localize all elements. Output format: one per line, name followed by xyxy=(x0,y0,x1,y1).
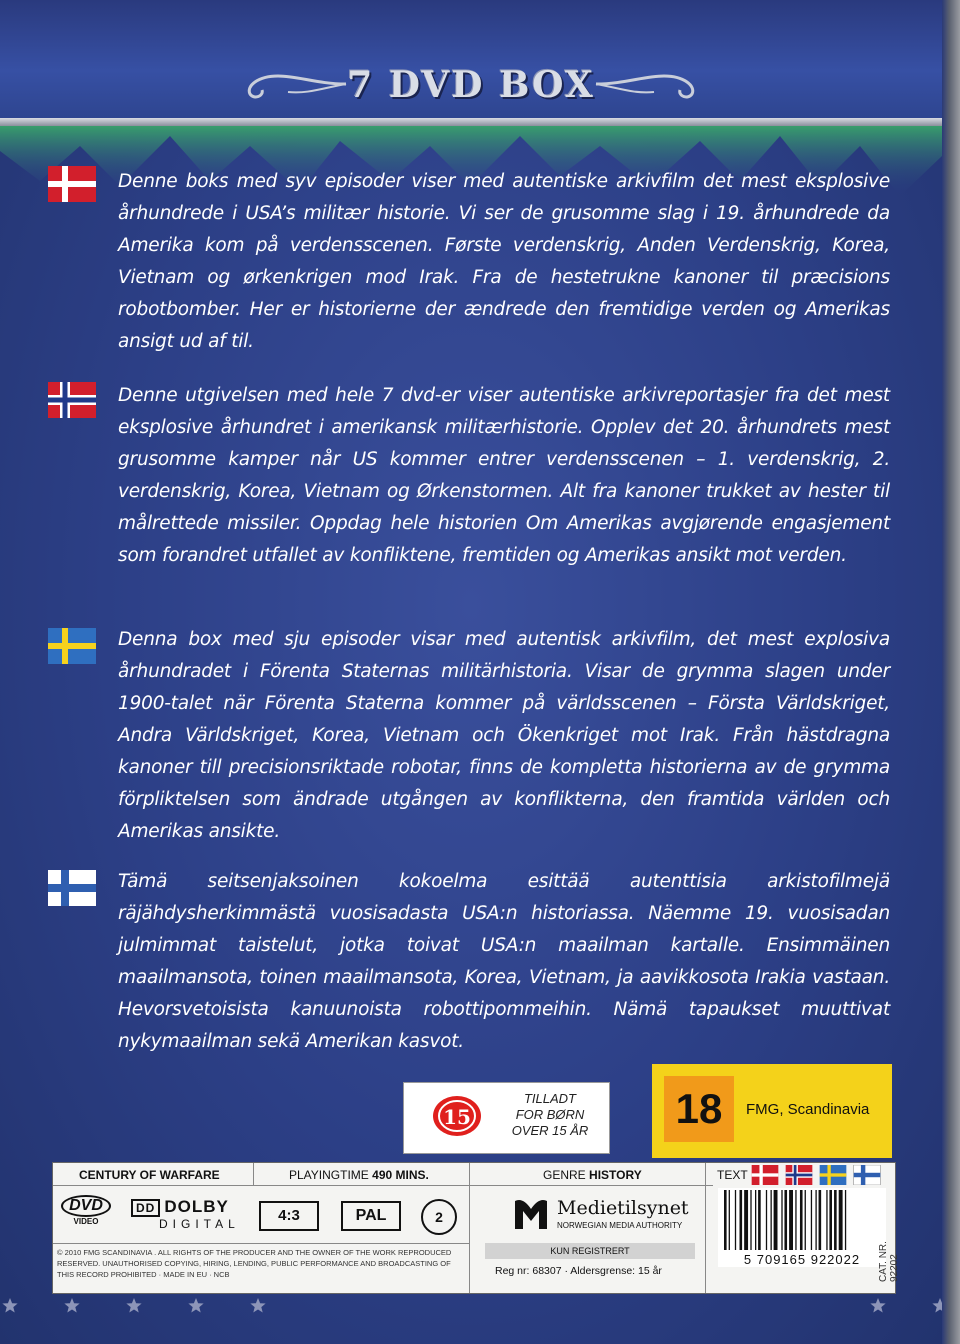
series-title: CENTURY OF WARFARE xyxy=(79,1168,220,1182)
medietilsynet-logo-icon xyxy=(511,1195,551,1231)
swedish-flag-icon xyxy=(48,628,96,664)
dvd-logo-text: DVD xyxy=(61,1195,111,1217)
playing-time-value: 490 MINS. xyxy=(372,1168,429,1182)
catalog-number: CAT. NR. 92202 xyxy=(878,1241,900,1282)
region-2-badge: 2 xyxy=(421,1199,457,1235)
finnish-flag-icon xyxy=(48,870,96,906)
dolby-double-d-icon: DD xyxy=(131,1199,160,1217)
genre-value: HISTORY xyxy=(589,1168,642,1182)
danish-rating-text xyxy=(495,1091,605,1139)
dolby-digital-logo xyxy=(131,1197,239,1231)
box-title: 7 DVD BOX xyxy=(347,64,595,106)
rating-line-1: TILLADT xyxy=(523,1091,576,1106)
dvd-video-logo xyxy=(61,1195,111,1226)
danish-subtitle-icon xyxy=(749,1165,781,1185)
pal-badge: PAL xyxy=(341,1201,401,1231)
age-15-label: 15 xyxy=(443,1105,471,1129)
norwegian-subtitle-icon xyxy=(783,1165,815,1185)
age-18-badge: 18 xyxy=(664,1076,734,1142)
digital-label: DIGITAL xyxy=(159,1217,240,1231)
genre-label: GENRE xyxy=(543,1168,586,1182)
registered-label: KUN REGISTRERT xyxy=(485,1243,695,1259)
age-15-badge xyxy=(431,1094,483,1138)
dolby-text xyxy=(131,1197,239,1217)
genre xyxy=(543,1168,642,1182)
swedish-subtitle-icon xyxy=(817,1165,849,1185)
authority-name: Medietilsynet xyxy=(557,1197,689,1219)
dolby-label: DOLBY xyxy=(164,1197,229,1216)
rating-line-3: OVER 15 ÅR xyxy=(511,1123,589,1138)
playing-time-label: PLAYINGTIME xyxy=(289,1168,369,1182)
distributor-label: FMG, Scandinavia xyxy=(746,1101,870,1118)
copyright-notice: © 2010 FMG SCANDINAVIA . ALL RIGHTS OF THE PRODUCER AND THE OWNER OF THE WORK REPRODUCED RESERVED. UNAUTHORISED COPYING, HIRING, LENDING, PUBLIC PERFORMANCE AND BROADCASTING OF THIS RECORD PROHIBITED · MADE IN EU · NCB xyxy=(57,1248,452,1279)
finnish-text: Tämä seitsenjaksoinen kokoelma esittää autenttisia arkistofilmejä räjähdysherkimmästä vuosisadasta USA:n historiassa. Näemme 19. vuosisadan julmimmat taistelut, jotka toivat USA:n maailman kartalle. Ensimmäinen maailmansota, toinen maailmansota, Korea, Vietnam, ja aavikkosota Irakia vastaan. Hevorsvetoisista kanuunoista robottipommeihin. Nämä tapaukset muuttivat nykymaailman sekä Amerikan kasvot. xyxy=(118,871,890,1052)
barcode-number: 5 709165 922022 xyxy=(718,1252,886,1267)
subtitle-label: TEXT xyxy=(717,1168,748,1182)
stars-border xyxy=(0,1296,942,1316)
danish-flag-icon xyxy=(48,166,96,202)
divider-line xyxy=(0,118,942,126)
authority-subtitle: NORWEGIAN MEDIA AUTHORITY xyxy=(557,1221,683,1230)
norwegian-flag-icon xyxy=(48,382,96,418)
rating-line-2: FOR BØRN xyxy=(515,1107,585,1122)
finnish-subtitle-icon xyxy=(851,1165,883,1185)
swedish-text: Denna box med sju episoder visar med autentisk arkivfilm, det mest explosiva århundradet i Förenta Staternas militärhistoria. Visar de grymma slagen under 1900-talet när Förenta Staterna kommer på världsscenen – Första Världskriget, Andra Världskriget, Korea, Vietnam och Ökenkriget mot Irak. Från hästdragna kanoner till precisionsriktade robotar, finns de kompletta historierna av de grymma förpliktelsen som ändrade utgången av konflikterna, den framtida världen och Amerikas ansikte. xyxy=(118,629,890,842)
barcode-icon xyxy=(718,1188,886,1252)
norwegian-text: Denne utgivelsen med hele 7 dvd-er viser autentiske arkivreportasjer fra det mest eksplosive århundret i amerikansk militærhistorie. Opplev det 20. århundrets mest grusomme kamper når US kommer entrer verdensscenen – 1. verdenskrig, 2. verdenskrig, Korea, Vietnam og Ørkenstormen. Alt fra kanoner trukket av hester til målrettede missiler. Oppdag hele historien Om Amerikas avgjørende engasjement som forandret utfallet av konfliktene, fremtiden og Amerikas ansikt mot verden. xyxy=(118,385,890,566)
case-edge xyxy=(942,0,960,1344)
dvd-logo-sub: VIDEO xyxy=(73,1217,99,1226)
danish-text: Denne boks med syv episoder viser med autentiske arkivfilm det mest eksplosive århundrede i USA’s militær historie. Vi ser de grusomme slag i 19. århundrede da Amerika kom på verdensscenen. Første verdenskrig, Anden Verdenskrig, Korea, Vietnam og ørkenkrigen mod Irak. Fra de hestetrukne kanoner til præcisions robotbomber. Her er historierne der ændrede den fremtidige verden og Amerikas ansigt ud af til. xyxy=(118,171,890,352)
aspect-ratio-badge: 4:3 xyxy=(259,1201,319,1231)
registration-number: Reg nr: 68307 · Aldersgrense: 15 år xyxy=(495,1265,662,1277)
playing-time xyxy=(289,1168,429,1182)
